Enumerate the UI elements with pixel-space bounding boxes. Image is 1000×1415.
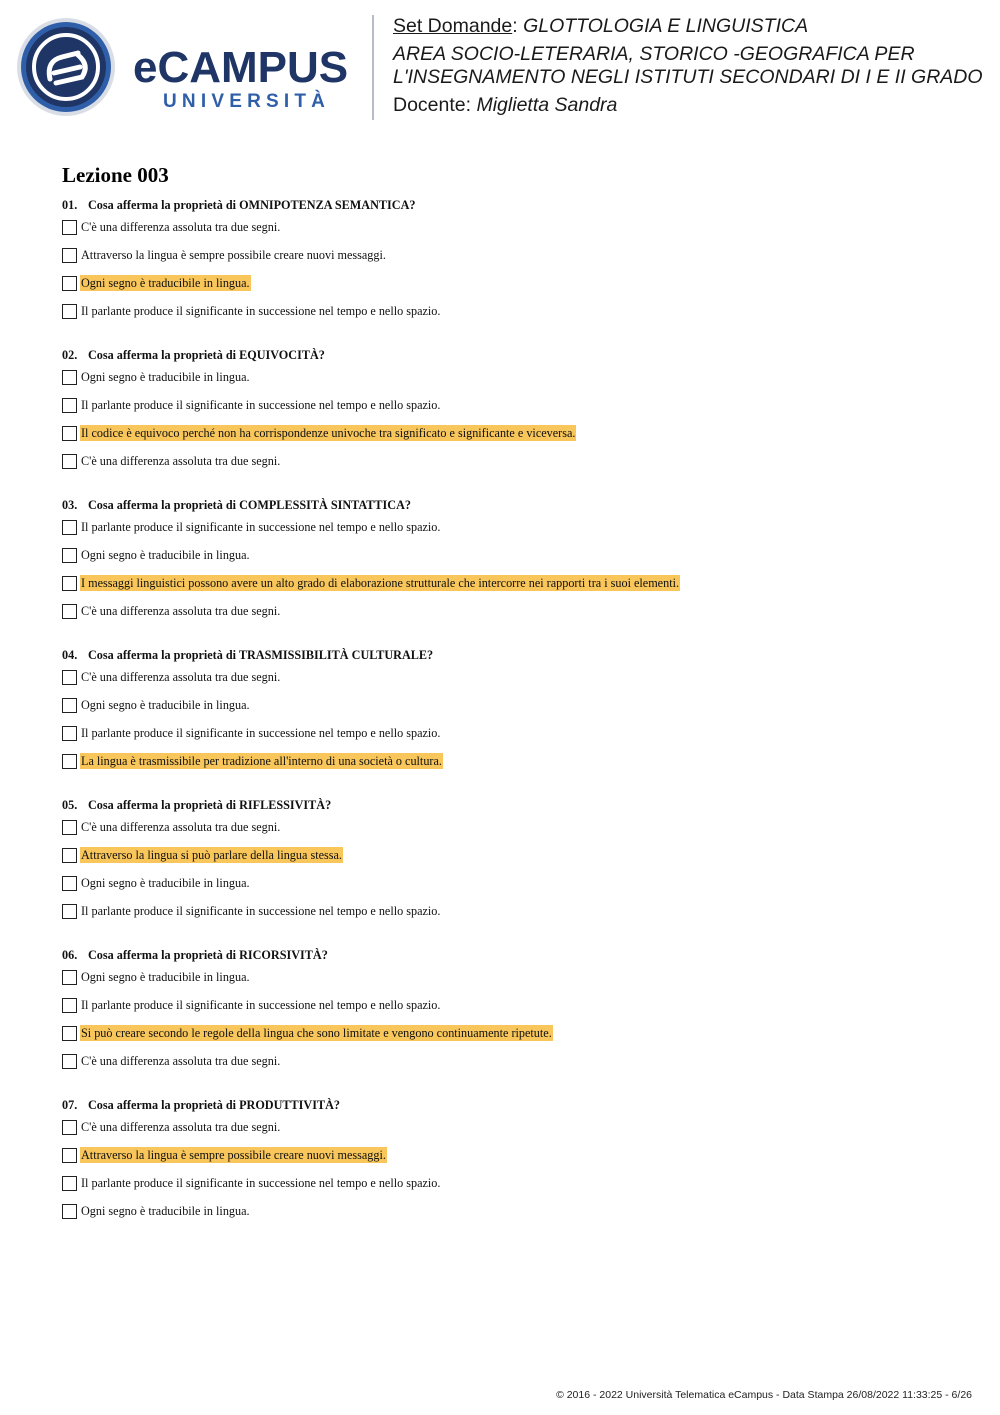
answer-checkbox[interactable]: [62, 1148, 77, 1163]
set-row: Set Domande: GLOTTOLOGIA E LINGUISTICA: [393, 15, 809, 37]
answer-checkbox[interactable]: [62, 1176, 77, 1191]
answer-checkbox[interactable]: [62, 454, 77, 469]
answer-text: Ogni segno è traducibile in lingua.: [81, 970, 250, 984]
lesson-title: Lezione 003: [62, 163, 169, 187]
answer-option[interactable]: [62, 1203, 962, 1231]
answer-text: C'è una differenza assoluta tra due segni.: [81, 454, 281, 468]
answer-checkbox[interactable]: [62, 276, 77, 291]
answer-checkbox[interactable]: [62, 670, 77, 685]
answer-option[interactable]: [62, 697, 962, 725]
answer-text-correct: Il codice è equivoco perché non ha corrispondenze univoche tra significato e significante e viceversa.: [81, 426, 576, 440]
question-text: [62, 646, 962, 669]
answer-text: C'è una differenza assoluta tra due segni.: [81, 1120, 281, 1134]
set-title: GLOTTOLOGIA E LINGUISTICA: [523, 15, 809, 37]
answer-text-correct: Ogni segno è traducibile in lingua.: [81, 276, 250, 290]
answer-option[interactable]: [62, 303, 962, 331]
answer-text: Ogni segno è traducibile in lingua.: [81, 1204, 250, 1218]
answer-option[interactable]: [62, 519, 962, 547]
answer-text: C'è una differenza assoluta tra due segni.: [81, 820, 281, 834]
answer-option[interactable]: [62, 997, 962, 1025]
answer-text: C'è una differenza assoluta tra due segni.: [81, 670, 281, 684]
answer-checkbox[interactable]: [62, 520, 77, 535]
brand-subtitle: UNIVERSITÀ: [163, 91, 331, 112]
question-block: [62, 496, 962, 631]
answer-text: C'è una differenza assoluta tra due segni.: [81, 1054, 281, 1068]
answer-option[interactable]: [62, 819, 962, 847]
answer-option[interactable]: [62, 547, 962, 575]
answer-checkbox[interactable]: [62, 426, 77, 441]
answer-option[interactable]: [62, 1025, 962, 1053]
answer-checkbox[interactable]: [62, 698, 77, 713]
question-text: [62, 346, 962, 369]
answer-text: Il parlante produce il significante in successione nel tempo e nello spazio.: [81, 726, 441, 740]
answer-text: Attraverso la lingua è sempre possibile creare nuovi messaggi.: [81, 248, 386, 262]
answer-option[interactable]: [62, 903, 962, 931]
docente-label: Docente:: [393, 94, 472, 116]
question-label: Cosa afferma la proprietà di OMNIPOTENZA SEMANTICA?: [88, 198, 416, 212]
answer-option[interactable]: [62, 369, 962, 397]
ecampus-wordmark: [133, 44, 358, 112]
answer-checkbox[interactable]: [62, 998, 77, 1013]
answer-checkbox[interactable]: [62, 1204, 77, 1219]
answer-option[interactable]: [62, 753, 962, 781]
question-block: [62, 796, 962, 931]
answer-text: C'è una differenza assoluta tra due segni.: [81, 604, 281, 618]
question-label: Cosa afferma la proprietà di RICORSIVITÀ?: [88, 948, 328, 962]
answer-option[interactable]: [62, 453, 962, 481]
answer-checkbox[interactable]: [62, 220, 77, 235]
question-number: 06.: [62, 948, 78, 962]
answer-text: C'è una differenza assoluta tra due segni.: [81, 220, 281, 234]
page-footer: © 2016 - 2022 Università Telematica eCampus - Data Stampa 26/08/2022 11:33:25 - 6/26: [556, 1389, 972, 1401]
question-number: 02.: [62, 348, 78, 362]
answer-option[interactable]: [62, 875, 962, 903]
question-block: [62, 946, 962, 1081]
answer-checkbox[interactable]: [62, 970, 77, 985]
area-line-1: AREA SOCIO-LETERARIA, STORICO -GEOGRAFICA PER: [393, 43, 915, 65]
answer-option[interactable]: [62, 669, 962, 697]
answer-checkbox[interactable]: [62, 876, 77, 891]
answer-text: Il parlante produce il significante in successione nel tempo e nello spazio.: [81, 520, 441, 534]
answer-checkbox[interactable]: [62, 820, 77, 835]
answer-text: Ogni segno è traducibile in lingua.: [81, 876, 250, 890]
docente-row: [393, 94, 993, 117]
question-number: 05.: [62, 798, 78, 812]
question-number: 03.: [62, 498, 78, 512]
question-text: [62, 796, 962, 819]
answer-text: Ogni segno è traducibile in lingua.: [81, 698, 250, 712]
answer-option[interactable]: [62, 1119, 962, 1147]
answer-checkbox[interactable]: [62, 1054, 77, 1069]
question-number: 07.: [62, 1098, 78, 1112]
answer-option[interactable]: [62, 575, 962, 603]
question-label: Cosa afferma la proprietà di RIFLESSIVITÀ?: [88, 798, 332, 812]
answer-text: Il parlante produce il significante in successione nel tempo e nello spazio.: [81, 904, 441, 918]
answer-option[interactable]: [62, 1175, 962, 1203]
answer-checkbox[interactable]: [62, 848, 77, 863]
ecampus-seal-logo-icon: [16, 17, 116, 117]
answer-option[interactable]: [62, 725, 962, 753]
question-text: [62, 1096, 962, 1119]
answer-checkbox[interactable]: [62, 1120, 77, 1135]
answer-option[interactable]: [62, 1147, 962, 1175]
answer-checkbox[interactable]: [62, 576, 77, 591]
set-label: Set Domande: [393, 15, 513, 37]
answer-option[interactable]: [62, 247, 962, 275]
question-text: [62, 196, 962, 219]
question-block: [62, 1096, 962, 1231]
question-label: Cosa afferma la proprietà di PRODUTTIVITÀ?: [88, 1098, 340, 1112]
answer-text-correct: Attraverso la lingua si può parlare della lingua stessa.: [81, 848, 342, 862]
question-block: [62, 646, 962, 781]
answer-text: Il parlante produce il significante in successione nel tempo e nello spazio.: [81, 998, 441, 1012]
page-header: [0, 0, 1000, 130]
answer-checkbox[interactable]: [62, 1026, 77, 1041]
answer-option[interactable]: [62, 397, 962, 425]
question-number: 04.: [62, 648, 78, 662]
answer-text: Il parlante produce il significante in successione nel tempo e nello spazio.: [81, 398, 441, 412]
answer-option[interactable]: [62, 847, 962, 875]
question-block: [62, 196, 962, 331]
answer-option[interactable]: [62, 603, 962, 631]
answer-checkbox[interactable]: [62, 726, 77, 741]
answer-text-correct: La lingua è trasmissibile per tradizione all'interno di una società o cultura.: [81, 754, 442, 768]
question-list: [62, 196, 962, 1246]
question-label: Cosa afferma la proprietà di EQUIVOCITÀ?: [88, 348, 325, 362]
answer-checkbox[interactable]: [62, 754, 77, 769]
docente-name: Miglietta Sandra: [476, 94, 618, 116]
answer-option[interactable]: [62, 275, 962, 303]
question-text: [62, 946, 962, 969]
answer-option[interactable]: [62, 425, 962, 453]
question-label: Cosa afferma la proprietà di TRASMISSIBILITÀ CULTURALE?: [88, 648, 434, 662]
answer-text: Ogni segno è traducibile in lingua.: [81, 548, 250, 562]
answer-option[interactable]: [62, 219, 962, 247]
answer-checkbox[interactable]: [62, 904, 77, 919]
answer-checkbox[interactable]: [62, 398, 77, 413]
answer-text: Ogni segno è traducibile in lingua.: [81, 370, 250, 384]
answer-checkbox[interactable]: [62, 604, 77, 619]
answer-checkbox[interactable]: [62, 304, 77, 319]
answer-text-correct: Si può creare secondo le regole della lingua che sono limitate e vengono continuamente ripetute.: [81, 1026, 552, 1040]
answer-text: Il parlante produce il significante in successione nel tempo e nello spazio.: [81, 1176, 441, 1190]
area-line-2: L'INSEGNAMENTO NEGLI ISTITUTI SECONDARI DI I E II GRADO: [393, 66, 983, 88]
answer-text-correct: I messaggi linguistici possono avere un alto grado di elaborazione strutturale che intercorre nei rapporti tra i suoi elementi.: [81, 576, 680, 590]
answer-text-correct: Attraverso la lingua è sempre possibile creare nuovi messaggi.: [81, 1148, 386, 1162]
question-label: Cosa afferma la proprietà di COMPLESSITÀ SINTATTICA?: [88, 498, 411, 512]
answer-checkbox[interactable]: [62, 248, 77, 263]
answer-checkbox[interactable]: [62, 370, 77, 385]
question-block: [62, 346, 962, 481]
answer-option[interactable]: [62, 969, 962, 997]
answer-checkbox[interactable]: [62, 548, 77, 563]
answer-text: Il parlante produce il significante in successione nel tempo e nello spazio.: [81, 304, 441, 318]
question-text: [62, 496, 962, 519]
brand-name: eCAMPUS: [133, 44, 349, 92]
header-info: [393, 15, 993, 117]
answer-option[interactable]: [62, 1053, 962, 1081]
question-number: 01.: [62, 198, 78, 212]
header-divider: [372, 15, 374, 120]
